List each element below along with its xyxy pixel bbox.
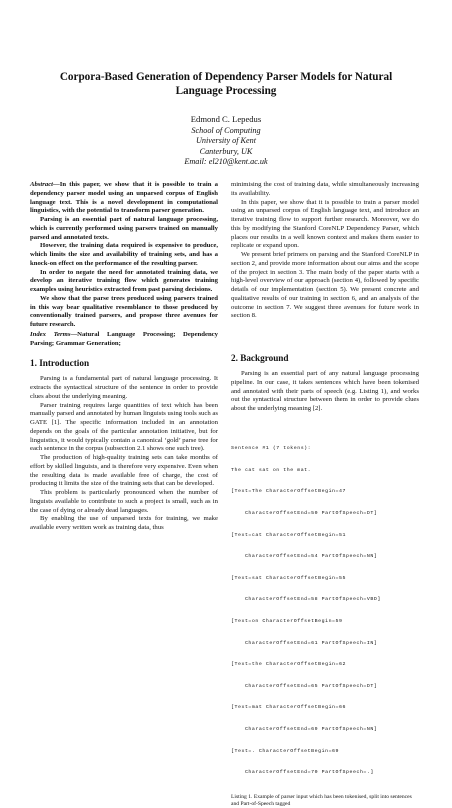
code-listing [231, 431, 419, 791]
body-paragraph: Parser training requires large quantities of text which has been manually parsed and annotated by human linguists using tools such as GATE [1]. The specific information included in an annotation depends on the goals of the particular annotation initiative, but for linguistics, it would typically contain a canonical ‘gold’ parse tree for each sentence in the corpus (subsection 2.1 shows one such tree). [30, 401, 218, 453]
listing-line: [Text=. CharacterOffsetBegin=69 [231, 748, 340, 754]
section-heading-introduction: 1. Introduction [30, 358, 90, 369]
listing-line: [Text=cat CharacterOffsetBegin=51 [231, 532, 346, 538]
listing-line: CharacterOffsetEnd=61 PartOfSpeech=IN] [231, 640, 378, 646]
author-school: School of Computing [191, 125, 261, 135]
listing-line: CharacterOffsetEnd=50 PartOfSpeech=DT] [231, 510, 378, 516]
body-paragraph: The production of high-quality training sets can take months of effort by skilled linguists, and is therefore very expensive. Even when the resulting data is made available free of charge, the cost of producing it limits the size of the training sets that can be developed. [30, 454, 218, 488]
section-spacer [231, 321, 419, 343]
index-terms [30, 331, 218, 349]
listing-line: CharacterOffsetEnd=58 PartOfSpeech=VBD] [231, 597, 381, 603]
abstract-text: —In this paper, we show that it is possible to train a dependency parser model using an unparsed corpus of English language text. This is a novel development in computational linguistics, with the potential to transform parser generation. [30, 181, 218, 215]
left-column [30, 181, 218, 533]
author-location: Canterbury, UK [199, 146, 253, 156]
listing-line: [Text=mat CharacterOffsetBegin=66 [231, 705, 346, 711]
abstract-paragraph [30, 181, 218, 216]
listing-line: [Text=sat CharacterOffsetBegin=55 [231, 575, 346, 581]
author-university: University of Kent [195, 136, 257, 146]
body-paragraph: In this paper, we show that it is possible to train a parser model using an unparsed corpus of English language text, and introduce an iterative training flow to support further research. Moreover, we do this by modifying the Stanford CoreNLP Dependency Parser, which places our results in a well known context and makes them easier to replicate or expand upon. [231, 198, 419, 250]
body-paragraph: minimising the cost of training data, while simultaneously increasing its availability. [231, 181, 419, 197]
author-email: Email: el210@kent.ac.uk [184, 157, 268, 167]
index-terms-text: —Natural Language Processing; Dependency Parsing; Grammar Generation; [30, 330, 218, 347]
listing-line: The cat sat on the mat. [231, 467, 312, 473]
author-name: Edmond C. Lepedus [190, 114, 262, 124]
listing-line: CharacterOffsetEnd=69 PartOfSpeech=NN] [231, 727, 378, 733]
body-paragraph: Parsing is a fundamental part of natural language processing. It extracts the syntactical structure of the sentence in order to provide clues about the underlying meaning. [30, 375, 218, 400]
listing-line: CharacterOffsetEnd=65 PartOfSpeech=DT] [231, 683, 378, 689]
body-paragraph: Parsing is an essential part of any natural language processing pipeline. In our case, it takes sentences which have been tokenised and annotated with their parts of speech (e.g. Listing 1), and works out the syntactical structure between them in order to provide clues about the underlying meaning [2]. [231, 370, 419, 412]
index-terms-lead: Index Terms [30, 330, 71, 338]
listing-line: [Text=The CharacterOffsetBegin=47 [231, 489, 346, 495]
listing-line: [Text=on CharacterOffsetBegin=59 [231, 619, 343, 625]
body-paragraph: This problem is particularly pronounced when the number of linguists available to contribute to such a project is small, such as in the case of dying or already dead languages. [30, 489, 218, 514]
listing-line: Sentence #1 (7 tokens): [231, 446, 312, 452]
section-heading-background: 2. Background [231, 353, 289, 363]
abstract-paragraph: However, the training data required is expensive to produce, which limits the size and availability of training sets, and has a knock-on effect on the performance of the resulting parser. [30, 242, 218, 267]
abstract-paragraph: Parsing is an essential part of natural language processing, which is currently performed using parsers trained on manually parsed and annotated texts. [30, 216, 218, 241]
listing-caption: Listing 1. Example of parser input which has been tokenised, split into sentences and Part-of-Speech tagged [231, 793, 412, 807]
body-paragraph: We present brief primers on parsing and the Stanford CoreNLP in section 2, and provide more information about our aims and the scope of the project in section 3. The main body of the paper starts with a high-level overview of our approach (section 4), followed by specific details of our implementation (section 5). We present concrete and qualitative results of our training in section 6, and an analysis of the outcome in section 7. We suggest three avenues for future work in section 8. [231, 251, 419, 320]
listing-line: [Text=the CharacterOffsetBegin=62 [231, 662, 346, 668]
listing-line: CharacterOffsetEnd=54 PartOfSpeech=NN] [231, 554, 378, 560]
paper-title: Corpora-Based Generation of Dependency Parser Models for Natural Language Processing [59, 71, 393, 97]
body-paragraph: By enabling the use of unparsed texts for training, we make available every written work as training data, thus [30, 515, 218, 531]
abstract-paragraph: In order to negate the need for annotated training data, we develop an iterative training flow which generates training examples using heuristics extracted from past parsing decisions. [30, 268, 218, 293]
right-column [231, 181, 419, 808]
author-block [100, 114, 352, 168]
abstract-lead: Abstract [30, 181, 54, 188]
abstract [30, 181, 218, 330]
abstract-paragraph: We show that the parse trees produced using parsers trained in this way bear qualitative resemblance to those produced by conventionally trained parsers, and propose three avenues for future research. [30, 294, 218, 328]
listing-line: CharacterOffsetEnd=70 PartOfSpeech=.] [231, 770, 374, 776]
